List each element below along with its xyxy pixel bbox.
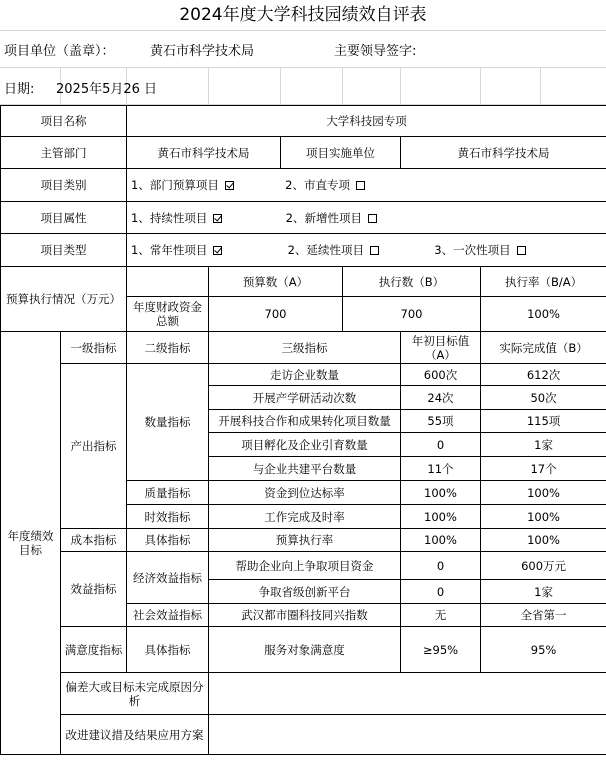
budget-value: 700 bbox=[209, 297, 343, 332]
output-label: 产出指标 bbox=[61, 364, 127, 529]
type-opt1-label: 1、常年性项目 bbox=[131, 243, 208, 257]
type-label: 项目类型 bbox=[1, 234, 127, 267]
unchecked-box-icon[interactable] bbox=[517, 246, 526, 255]
row-suggestion bbox=[1, 715, 606, 755]
checked-box-icon[interactable] bbox=[225, 181, 234, 190]
econ-label: 经济效益指标 bbox=[127, 552, 209, 604]
timeliness-item-actual: 100% bbox=[481, 505, 606, 529]
unit-value: 黄石市科学技术局 bbox=[150, 44, 255, 59]
cost-item-target: 100% bbox=[401, 529, 481, 552]
quantity-item-name: 开展产学研活动次数 bbox=[209, 386, 401, 410]
row-attribute bbox=[1, 202, 606, 234]
budget-row-label: 年度财政资金总额 bbox=[127, 297, 209, 332]
econ-item-target: 0 bbox=[401, 552, 481, 580]
deviation-label: 偏差大或目标未完成原因分析 bbox=[61, 673, 209, 715]
perf-h-target: 年初目标值（A） bbox=[401, 332, 481, 364]
deviation-value[interactable] bbox=[209, 673, 606, 715]
category-opt2-label: 2、市直专项 bbox=[285, 178, 350, 192]
satisfaction-item-actual: 95% bbox=[481, 627, 606, 673]
header-gridline bbox=[280, 67, 281, 104]
checked-box-icon[interactable] bbox=[213, 214, 222, 223]
department-value: 黄石市科学技术局 bbox=[127, 137, 281, 169]
table-row bbox=[1, 552, 606, 580]
type-opt2-label: 2、延续性项目 bbox=[287, 243, 364, 257]
perf-h-level2: 二级指标 bbox=[127, 332, 209, 364]
quality-item-target: 100% bbox=[401, 481, 481, 505]
timeliness-label: 时效指标 bbox=[127, 505, 209, 529]
quantity-item-actual: 50次 bbox=[481, 386, 606, 410]
econ-item-name: 帮助企业向上争取项目资金 bbox=[209, 552, 401, 580]
checked-box-icon[interactable] bbox=[213, 246, 222, 255]
budget-empty-cell bbox=[127, 267, 209, 297]
perf-h-level1: 一级指标 bbox=[61, 332, 127, 364]
satisfaction-item-target: ≥95% bbox=[401, 627, 481, 673]
header-gridline bbox=[342, 67, 343, 104]
unchecked-box-icon[interactable] bbox=[368, 214, 377, 223]
quantity-item-name: 开展科技合作和成果转化项目数量 bbox=[209, 410, 401, 433]
perf-h-level3: 三级指标 bbox=[209, 332, 401, 364]
quality-label: 质量指标 bbox=[127, 481, 209, 505]
quality-item-name: 资金到位达标率 bbox=[209, 481, 401, 505]
social-item-target: 无 bbox=[401, 604, 481, 627]
satisfaction-item-name: 服务对象满意度 bbox=[209, 627, 401, 673]
impl-unit-label: 项目实施单位 bbox=[281, 137, 401, 169]
impl-unit-value: 黄石市科学技术局 bbox=[401, 137, 606, 169]
budget-col-exec: 执行数（B） bbox=[343, 267, 481, 297]
row-perf-header bbox=[1, 332, 606, 364]
timeliness-item-target: 100% bbox=[401, 505, 481, 529]
date-label: 日期: bbox=[4, 82, 35, 97]
budget-col-budget: 预算数（A） bbox=[209, 267, 343, 297]
header-gridline bbox=[540, 67, 541, 104]
quantity-item-actual: 115项 bbox=[481, 410, 606, 433]
cost-sub-label: 具体指标 bbox=[127, 529, 209, 552]
category-opt1-label: 1、部门预算项目 bbox=[131, 178, 219, 192]
econ-item-actual: 600万元 bbox=[481, 552, 606, 580]
quantity-item-target: 600次 bbox=[401, 364, 481, 386]
cost-label: 成本指标 bbox=[61, 529, 127, 552]
quantity-item-name: 与企业共建平台数量 bbox=[209, 457, 401, 481]
perf-h-actual: 实际完成值（B） bbox=[481, 332, 606, 364]
row-category bbox=[1, 169, 606, 202]
header-gridline bbox=[0, 30, 606, 31]
social-item-name: 武汉都市圈科技同兴指数 bbox=[209, 604, 401, 627]
cost-item-name: 预算执行率 bbox=[209, 529, 401, 552]
social-label: 社会效益指标 bbox=[127, 604, 209, 627]
unchecked-box-icon[interactable] bbox=[356, 181, 365, 190]
header-gridline bbox=[400, 67, 401, 104]
row-type bbox=[1, 234, 606, 267]
attribute-options bbox=[127, 202, 606, 234]
date-value: 2025年5月26 日 bbox=[56, 82, 158, 97]
unchecked-box-icon[interactable] bbox=[370, 246, 379, 255]
row-budget-header bbox=[1, 267, 606, 297]
quantity-item-actual: 1家 bbox=[481, 433, 606, 457]
timeliness-item-name: 工作完成及时率 bbox=[209, 505, 401, 529]
exec-value: 700 bbox=[343, 297, 481, 332]
cost-item-actual: 100% bbox=[481, 529, 606, 552]
benefit-label: 效益指标 bbox=[61, 552, 127, 627]
category-label: 项目类别 bbox=[1, 169, 127, 202]
budget-label: 预算执行情况（万元） bbox=[1, 267, 127, 332]
econ-item-name: 争取省级创新平台 bbox=[209, 580, 401, 604]
header-gridline bbox=[480, 67, 481, 104]
page-title: 2024年度大学科技园绩效自评表 bbox=[179, 5, 427, 25]
table-row bbox=[1, 529, 606, 552]
quantity-label: 数量指标 bbox=[127, 364, 209, 481]
suggestion-value[interactable] bbox=[209, 715, 606, 755]
row-deviation bbox=[1, 673, 606, 715]
unit-label: 项目单位（盖章）： bbox=[4, 44, 115, 59]
quantity-item-actual: 612次 bbox=[481, 364, 606, 386]
header-gridline bbox=[0, 67, 606, 68]
rate-value: 100% bbox=[481, 297, 606, 332]
leader-signature-label: 主要领导签字: bbox=[334, 44, 417, 59]
quantity-item-target: 0 bbox=[401, 433, 481, 457]
econ-item-actual: 1家 bbox=[481, 580, 606, 604]
row-department bbox=[1, 137, 606, 169]
perf-label: 年度绩效目标 bbox=[1, 332, 61, 755]
department-label: 主管部门 bbox=[1, 137, 127, 169]
table-row bbox=[1, 364, 606, 386]
budget-col-rate: 执行率（B/A） bbox=[481, 267, 606, 297]
quantity-item-target: 24次 bbox=[401, 386, 481, 410]
attribute-opt1-label: 1、持续性项目 bbox=[131, 210, 208, 225]
quantity-item-actual: 17个 bbox=[481, 457, 606, 481]
row-project-name bbox=[1, 106, 606, 137]
type-options bbox=[127, 234, 606, 267]
satisfaction-sub-label: 具体指标 bbox=[127, 627, 209, 673]
project-name-label: 项目名称 bbox=[1, 106, 127, 137]
project-name-value: 大学科技园专项 bbox=[127, 106, 606, 137]
evaluation-table bbox=[0, 105, 606, 755]
quantity-item-name: 走访企业数量 bbox=[209, 364, 401, 386]
category-options bbox=[127, 169, 606, 202]
table-row bbox=[1, 627, 606, 673]
satisfaction-label: 满意度指标 bbox=[61, 627, 127, 673]
quality-item-actual: 100% bbox=[481, 481, 606, 505]
quantity-item-name: 项目孵化及企业引育数量 bbox=[209, 433, 401, 457]
suggestion-label: 改进建议措及结果应用方案 bbox=[61, 715, 209, 755]
header-gridline bbox=[208, 67, 209, 104]
attribute-label: 项目属性 bbox=[1, 202, 127, 234]
social-item-actual: 全省第一 bbox=[481, 604, 606, 627]
econ-item-target: 0 bbox=[401, 580, 481, 604]
type-opt3-label: 3、一次性项目 bbox=[434, 243, 511, 257]
quantity-item-target: 55项 bbox=[401, 410, 481, 433]
attribute-opt2-label: 2、新增性项目 bbox=[285, 210, 362, 225]
quantity-item-target: 11个 bbox=[401, 457, 481, 481]
